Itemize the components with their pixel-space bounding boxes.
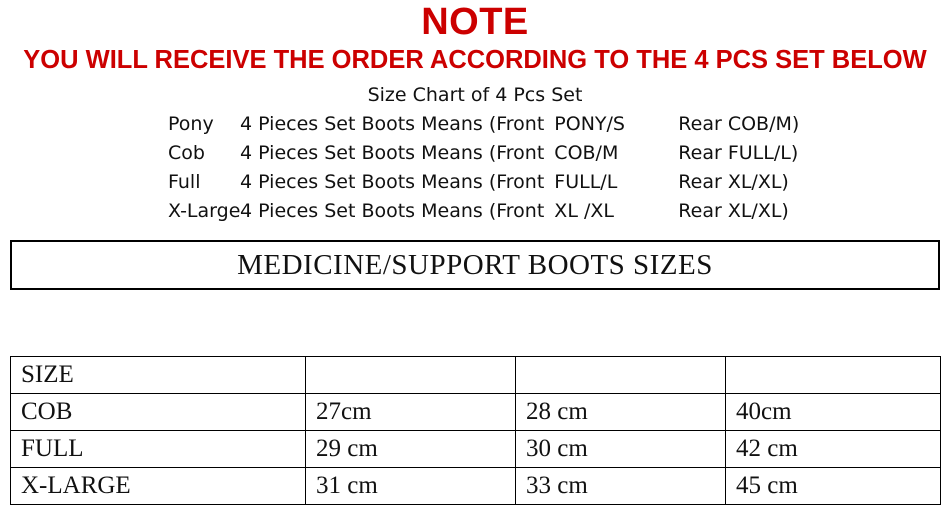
set-size-label: Pony bbox=[168, 113, 214, 135]
table-cell: 31 cm bbox=[306, 468, 516, 505]
table-cell: 33 cm bbox=[516, 468, 726, 505]
set-means-label: 4 Pieces Set Boots Means (Front bbox=[240, 171, 545, 193]
set-means-label: 4 Pieces Set Boots Means (Front bbox=[240, 113, 545, 135]
table-cell: 45 cm bbox=[726, 468, 941, 505]
set-size-label: Cob bbox=[168, 142, 205, 164]
set-list-item bbox=[168, 139, 808, 168]
table-cell: COB bbox=[11, 394, 306, 431]
table-cell: 30 cm bbox=[516, 431, 726, 468]
table-cell: 40cm bbox=[726, 394, 941, 431]
set-means-label: 4 Pieces Set Boots Means (Front bbox=[240, 142, 545, 164]
table-header-cell bbox=[516, 357, 726, 394]
set-rear-label: Rear COB/M) bbox=[678, 113, 800, 135]
size-chart-title: Size Chart of 4 Pcs Set bbox=[367, 84, 583, 106]
set-size-label: X-Large bbox=[168, 200, 241, 222]
set-rear-label: Rear XL/XL) bbox=[678, 200, 789, 222]
set-list bbox=[168, 110, 808, 226]
note-title: NOTE bbox=[421, 1, 529, 43]
table-header-cell bbox=[306, 357, 516, 394]
set-front-label: XL /XL bbox=[554, 200, 614, 222]
table-cell: X-LARGE bbox=[11, 468, 306, 505]
set-rear-label: Rear FULL/L) bbox=[678, 142, 799, 164]
table-cell: 28 cm bbox=[516, 394, 726, 431]
set-size-label: Full bbox=[168, 171, 201, 193]
note-subtitle: YOU WILL RECEIVE THE ORDER ACCORDING TO THE 4 PCS SET BELOW bbox=[23, 46, 927, 74]
set-list-item bbox=[168, 110, 808, 139]
set-front-label: PONY/S bbox=[554, 113, 625, 135]
table-row bbox=[11, 357, 941, 394]
banner-text: MEDICINE/SUPPORT BOOTS SIZES bbox=[237, 248, 713, 281]
set-list-item bbox=[168, 197, 808, 226]
banner bbox=[10, 240, 940, 290]
table-row bbox=[11, 394, 941, 431]
set-front-label: FULL/L bbox=[554, 171, 618, 193]
table-header-cell: SIZE bbox=[11, 357, 306, 394]
measurements-table bbox=[10, 356, 941, 505]
document-page bbox=[0, 2, 950, 500]
table-cell: FULL bbox=[11, 431, 306, 468]
set-means-label: 4 Pieces Set Boots Means (Front bbox=[240, 200, 545, 222]
table-row bbox=[11, 431, 941, 468]
spacer bbox=[0, 290, 950, 356]
table-cell: 27cm bbox=[306, 394, 516, 431]
table-row bbox=[11, 468, 941, 505]
set-rear-label: Rear XL/XL) bbox=[678, 171, 789, 193]
table-cell: 29 cm bbox=[306, 431, 516, 468]
table-header-cell bbox=[726, 357, 941, 394]
table-cell: 42 cm bbox=[726, 431, 941, 468]
set-front-label: COB/M bbox=[554, 142, 619, 164]
set-list-item bbox=[168, 168, 808, 197]
